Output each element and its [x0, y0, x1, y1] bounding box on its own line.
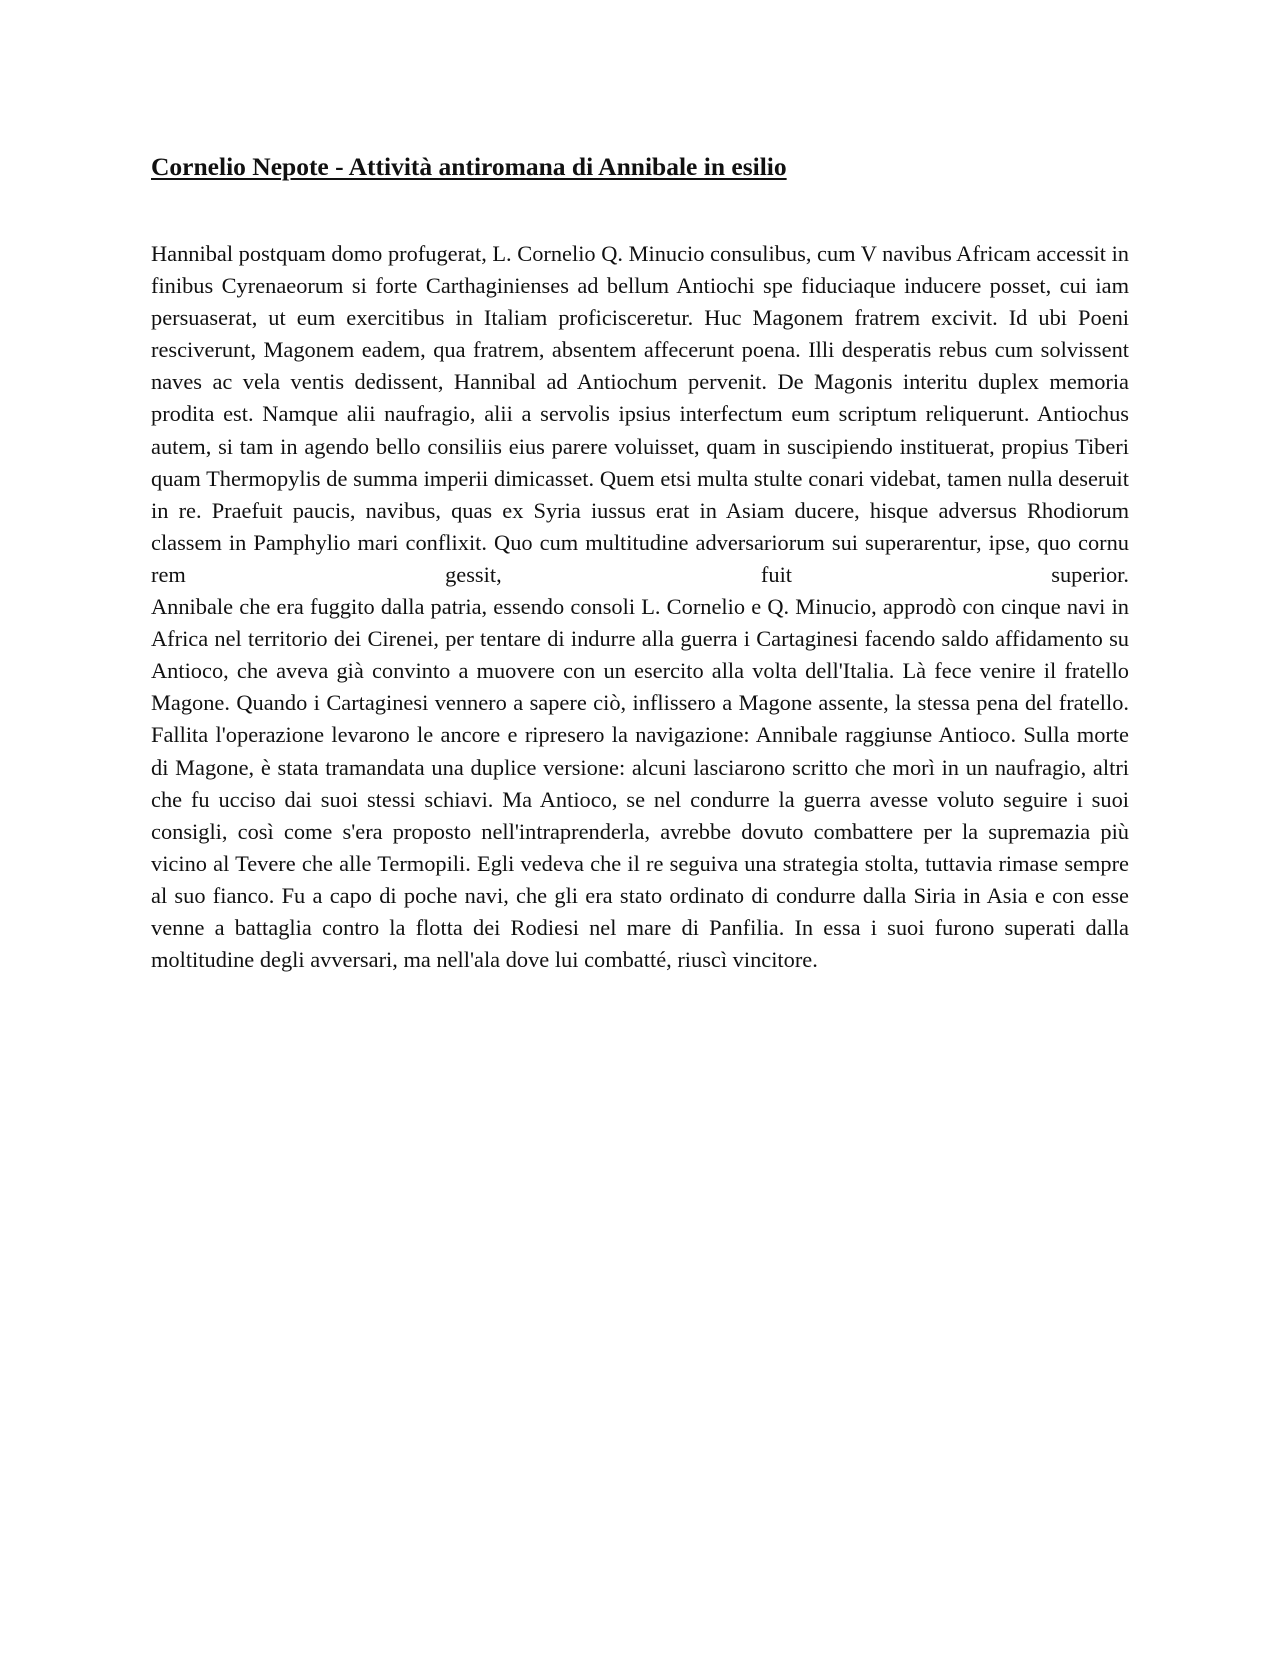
- italian-paragraph: Annibale che era fuggito dalla patria, essendo consoli L. Cornelio e Q. Minucio, approdò con cinque navi in Africa nel territorio dei Cirenei, per tentare di indurre alla guerra i Cartaginesi facendo saldo affidamento su Antioco, che aveva già convinto a muovere con un esercito alla volta dell'Italia. Là fece venire il fratello Magone. Quando i Cartaginesi vennero a sapere ciò, inflissero a Magone assente, la stessa pena del fratello. Fallita l'operazione levarono le ancore e ripresero la navigazione: Annibale raggiunse Antioco. Sulla morte di Magone, è stata tramandata una duplice versione: alcuni lasciarono scritto che morì in un naufragio, altri che fu ucciso dai suoi stessi schiavi. Ma Antioco, se nel condurre la guerra avesse voluto seguire i suoi consigli, così come s'era proposto nell'intraprenderla, avrebbe dovuto combattere per la supremazia più vicino al Tevere che alle Termopili. Egli vedeva che il re seguiva una strategia stolta, tuttavia rimase sempre al suo fianco. Fu a capo di poche navi, che gli era stato ordinato di condurre dalla Siria in Asia e con esse venne a battaglia contro la flotta dei Rodiesi nel mare di Panfilia. In essa i suoi furono superati dalla moltitudine degli avversari, ma nell'ala dove lui combatté, riuscì vincitore.: [151, 594, 1129, 973]
- document-title: Cornelio Nepote - Attività antiromana di Annibale in esilio: [151, 152, 787, 181]
- document-body: [151, 238, 1129, 976]
- latin-paragraph: Hannibal postquam domo profugerat, L. Cornelio Q. Minucio consulibus, cum V navibus Africam accessit in finibus Cyrenaeorum si forte Carthaginienses ad bellum Antiochi spe fiduciaque inducere posset, cui iam persuaserat, ut eum exercitibus in Italiam proficisceretur. Huc Magonem fratrem excivit. Id ubi Poeni resciverunt, Magonem eadem, qua fratrem, absentem affecerunt poena. Illi desperatis rebus cum solvissent naves ac vela ventis dedissent, Hannibal ad Antiochum pervenit. De Magonis interitu duplex memoria prodita est. Namque alii naufragio, alii a servolis ipsius interfectum eum scriptum reliquerunt. Antiochus autem, si tam in agendo bello consiliis eius parere voluisset, quam in suscipiendo instituerat, propius Tiberi quam Thermopylis de summa imperii dimicasset. Quem etsi multa stulte conari videbat, tamen nulla deseruit in re. Praefuit paucis, navibus, quas ex Syria iussus erat in Asiam ducere, hisque adversus Rhodiorum classem in Pamphylio mari conflixit. Quo cum multitudine adversariorum sui superarentur, ipse, quo cornu rem gessit, fuit superior.: [151, 241, 1129, 587]
